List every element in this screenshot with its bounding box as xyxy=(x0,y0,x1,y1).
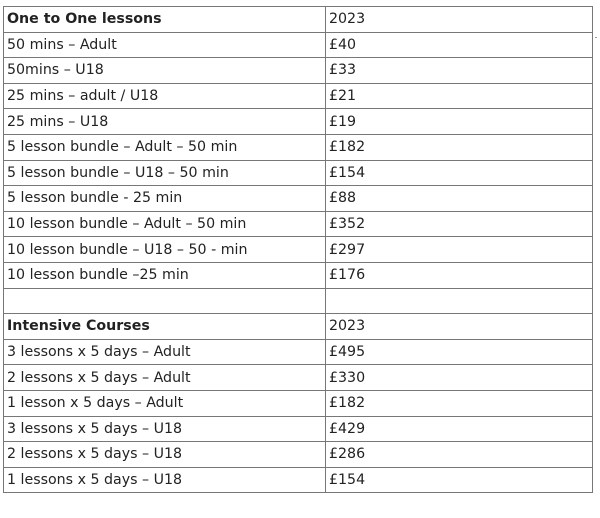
table-row xyxy=(4,134,593,160)
spacer-row xyxy=(4,288,593,314)
lesson-label: 5 lesson bundle - 25 min xyxy=(4,186,326,212)
lesson-label: 25 mins – adult / U18 xyxy=(4,83,326,109)
table-row xyxy=(4,32,593,58)
lesson-label: 50 mins – Adult xyxy=(4,32,326,58)
course-price: £495 xyxy=(326,339,593,365)
table-row xyxy=(4,390,593,416)
lesson-price: £352 xyxy=(326,211,593,237)
spacer-cell xyxy=(4,288,326,314)
course-price: £154 xyxy=(326,467,593,493)
section-year-one-to-one: 2023 xyxy=(326,7,593,33)
lesson-price: £154 xyxy=(326,160,593,186)
section-header-row-one-to-one xyxy=(4,7,593,33)
lesson-price: £176 xyxy=(326,262,593,288)
lesson-label: 50mins – U18 xyxy=(4,58,326,84)
section-year-intensive: 2023 xyxy=(326,314,593,340)
lesson-label: 5 lesson bundle – U18 – 50 min xyxy=(4,160,326,186)
table-row xyxy=(4,416,593,442)
table-row xyxy=(4,160,593,186)
course-price: £429 xyxy=(326,416,593,442)
table-row xyxy=(4,365,593,391)
price-table xyxy=(3,6,593,493)
lesson-price: £19 xyxy=(326,109,593,135)
table-row xyxy=(4,211,593,237)
lesson-price: £33 xyxy=(326,58,593,84)
lesson-price: £21 xyxy=(326,83,593,109)
section-title-one-to-one: One to One lessons xyxy=(4,7,326,33)
stray-mark xyxy=(595,37,597,38)
course-price: £286 xyxy=(326,442,593,468)
table-row xyxy=(4,442,593,468)
course-label: 3 lessons x 5 days – U18 xyxy=(4,416,326,442)
lesson-label: 10 lesson bundle –25 min xyxy=(4,262,326,288)
lesson-price: £297 xyxy=(326,237,593,263)
lesson-label: 10 lesson bundle – Adult – 50 min xyxy=(4,211,326,237)
course-price: £182 xyxy=(326,390,593,416)
table-row xyxy=(4,83,593,109)
table-row xyxy=(4,262,593,288)
lesson-price: £40 xyxy=(326,32,593,58)
table-row xyxy=(4,186,593,212)
lesson-label: 10 lesson bundle – U18 – 50 - min xyxy=(4,237,326,263)
course-label: 1 lesson x 5 days – Adult xyxy=(4,390,326,416)
section-header-row-intensive xyxy=(4,314,593,340)
course-label: 1 lessons x 5 days – U18 xyxy=(4,467,326,493)
course-label: 2 lessons x 5 days – Adult xyxy=(4,365,326,391)
table-row xyxy=(4,339,593,365)
section-title-intensive: Intensive Courses xyxy=(4,314,326,340)
lesson-label: 25 mins – U18 xyxy=(4,109,326,135)
table-row xyxy=(4,58,593,84)
table-row xyxy=(4,109,593,135)
lesson-price: £88 xyxy=(326,186,593,212)
spacer-cell xyxy=(326,288,593,314)
lesson-price: £182 xyxy=(326,134,593,160)
table-row xyxy=(4,237,593,263)
lesson-label: 5 lesson bundle – Adult – 50 min xyxy=(4,134,326,160)
course-label: 2 lessons x 5 days – U18 xyxy=(4,442,326,468)
course-price: £330 xyxy=(326,365,593,391)
course-label: 3 lessons x 5 days – Adult xyxy=(4,339,326,365)
table-row xyxy=(4,467,593,493)
